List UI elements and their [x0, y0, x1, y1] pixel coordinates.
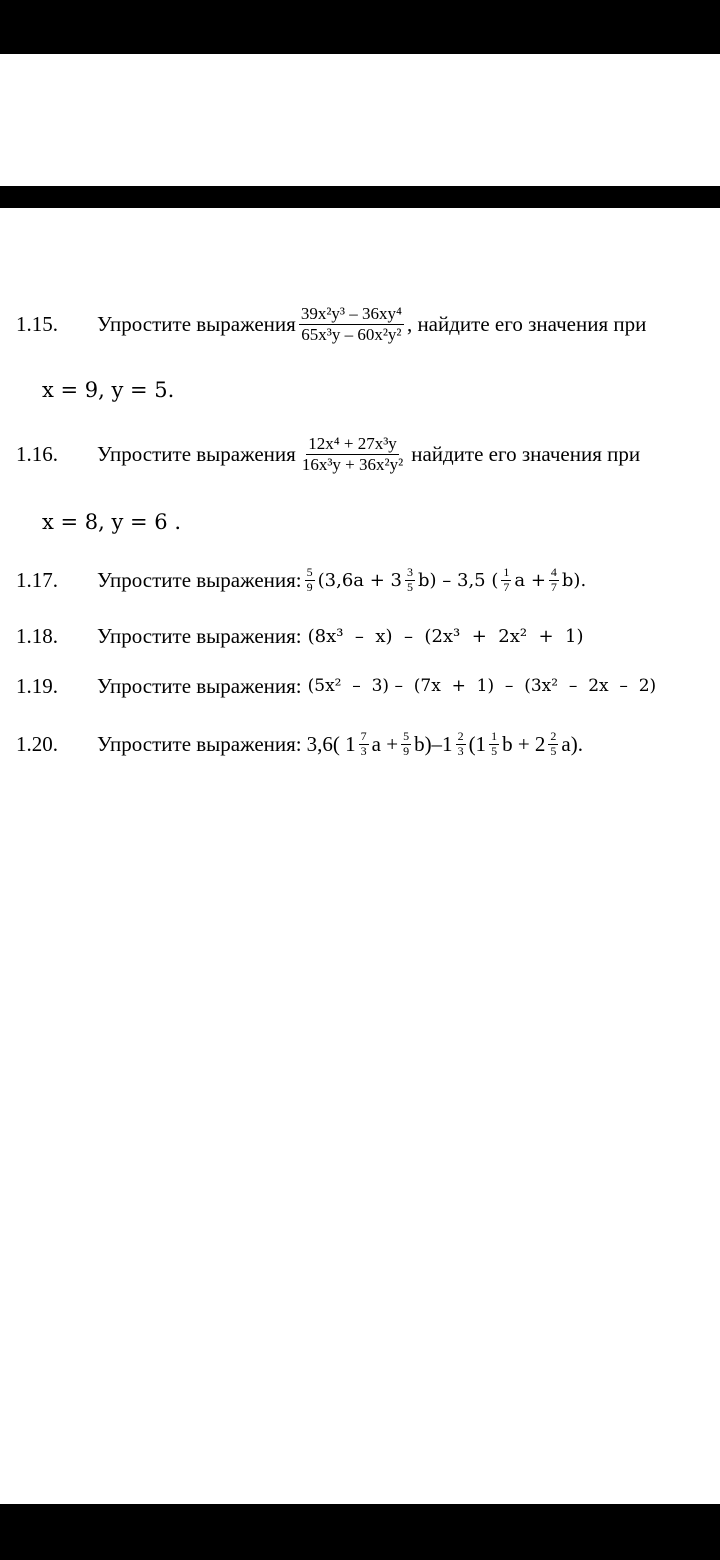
fraction-denominator: 65x³y – 60x²y² — [301, 324, 402, 344]
fraction-denominator: 3 — [360, 744, 367, 758]
problem-text — [97, 430, 640, 478]
expression-part: a + — [371, 731, 399, 756]
fraction — [401, 730, 411, 757]
problem-number: 1.15. — [16, 312, 58, 336]
problem-condition: x = 9, y = 5. — [42, 378, 175, 402]
fraction-denominator: 16x³y + 36x²y² — [301, 454, 404, 474]
problem-prefix: Упростите выражения: — [97, 567, 302, 592]
fraction-denominator: 7 — [550, 580, 557, 594]
fraction — [489, 730, 499, 757]
expression-part: b) – 3,5 ( — [418, 569, 499, 591]
fraction-numerator: 1 — [503, 565, 510, 580]
problem-suffix: , найдите его значения при — [406, 311, 647, 336]
fraction-denominator: 5 — [550, 744, 557, 758]
fraction — [299, 304, 404, 344]
fraction — [405, 566, 415, 593]
fraction-numerator: 12x⁴ + 27x³y — [308, 433, 397, 453]
problem-1-19 — [0, 672, 720, 700]
problem-text — [97, 672, 656, 700]
fraction-denominator: 9 — [403, 744, 410, 758]
problem-1-15 — [0, 300, 720, 348]
problem-1-18 — [0, 622, 720, 650]
expression: (8x³ – x) – (2x³ + 2x² + 1) — [307, 625, 584, 647]
problem-text — [97, 622, 584, 650]
expression-part: (3,6a + 3 — [317, 569, 402, 591]
expression-part: (1 — [468, 731, 487, 756]
fraction-numerator: 4 — [550, 565, 557, 580]
fraction-numerator: 5 — [403, 729, 410, 744]
problem-text — [97, 300, 646, 348]
fraction-numerator: 5 — [306, 565, 313, 580]
expression-part: b)–1 — [414, 731, 453, 756]
expression-part: b). — [561, 569, 587, 591]
problem-prefix: Упростите выражения: — [97, 623, 302, 648]
expression-part: a). — [561, 731, 583, 756]
fraction-numerator: 3 — [407, 565, 413, 580]
document-page — [0, 208, 720, 1504]
problem-1-20 — [0, 724, 720, 764]
fraction — [305, 566, 315, 593]
fraction-numerator: 7 — [360, 729, 367, 744]
fraction-denominator: 3 — [457, 744, 464, 758]
fraction-numerator: 39x²y³ – 36xy⁴ — [300, 303, 402, 323]
fraction — [501, 566, 511, 593]
fraction-denominator: 7 — [503, 580, 510, 594]
problem-prefix: Упростите выражения — [97, 441, 296, 466]
fraction-numerator: 1 — [491, 729, 498, 744]
fraction-denominator: 5 — [407, 580, 413, 594]
problem-suffix: найдите его значения при — [411, 441, 641, 466]
problem-text — [97, 560, 586, 600]
fraction-numerator: 2 — [457, 729, 464, 744]
problem-number: 1.18. — [16, 624, 58, 648]
fraction — [456, 730, 466, 757]
fraction-numerator: 2 — [550, 729, 557, 744]
problem-number: 1.20. — [16, 732, 58, 756]
problem-text — [97, 724, 583, 764]
problem-1-16 — [0, 430, 720, 478]
problem-1-17 — [0, 560, 720, 600]
expression-part: b + 2 — [502, 731, 546, 756]
expression-part: 3,6( 1 — [306, 731, 356, 756]
problem-number: 1.16. — [16, 442, 58, 466]
top-blank-sheet — [0, 54, 720, 186]
fraction — [549, 566, 559, 593]
expression: (5x² – 3) – (7x + 1) – (3x² – 2x – 2) — [307, 676, 657, 696]
fraction — [548, 730, 558, 757]
problem-prefix: Упростите выражения — [97, 311, 296, 336]
fraction-denominator: 9 — [306, 580, 313, 594]
problem-prefix: Упростите выражения: — [97, 673, 302, 698]
fraction-denominator: 5 — [491, 744, 498, 758]
expression-part: a + — [514, 569, 546, 591]
fraction — [300, 434, 405, 474]
problem-number: 1.17. — [16, 568, 58, 592]
problem-condition: x = 8, y = 6 . — [42, 510, 182, 534]
problem-prefix: Упростите выражения: — [97, 731, 302, 756]
fraction — [359, 730, 369, 757]
problem-number: 1.19. — [16, 674, 58, 698]
